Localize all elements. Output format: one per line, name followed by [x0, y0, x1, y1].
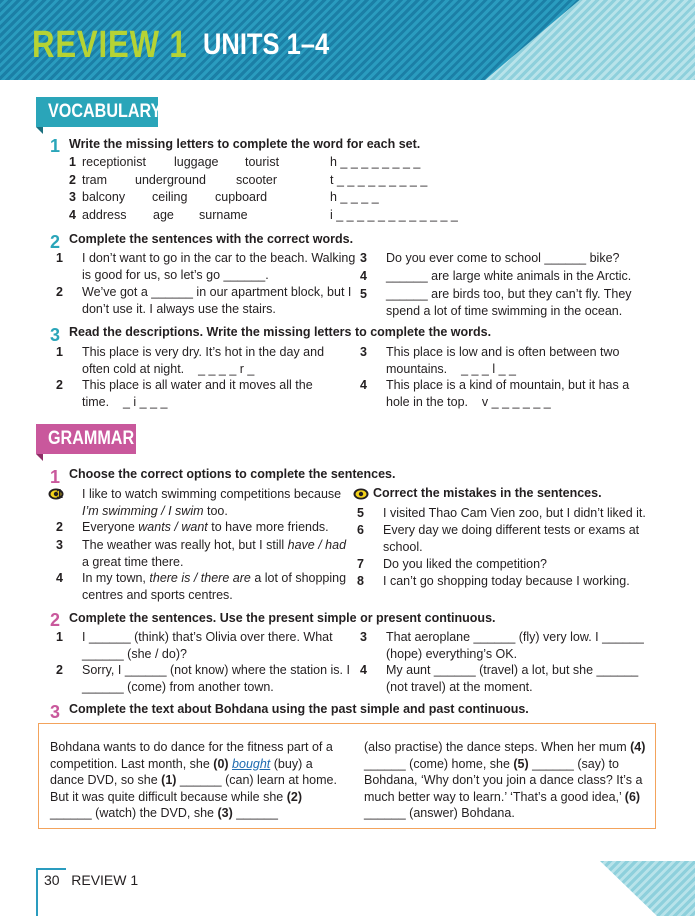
- bohdana-text-left: Bohdana wants to do dance for the fitness part of a competition. Last month, she (0) bought (buy) a dance DVD, so she (1) ______ (can) learn at home. But it was quite difficult because while she (2) ______ (watch) the DVD, she (3) ______: [50, 740, 337, 820]
- grammar-ex2-item: 4 My aunt ______ (travel) a lot, but she ______ (not travel) at the moment.: [360, 663, 639, 694]
- page-footer: [44, 872, 138, 888]
- vocab-ex3-item: 3 This place is low and is often between two mountains. _ _ _ l _ _: [360, 345, 620, 376]
- vocab-ex2-instruction: Complete the sentences with the correct words.: [69, 232, 354, 246]
- vocab-ex3-number: 3: [50, 325, 61, 345]
- bohdana-text-right: (also practise) the dance steps. When her mum (4) ______ (come) home, she (5) ______ (say) to Bohdana, ‘Why don’t you join a dance class? It’s a much better way to learn.’ ‘That’s a good idea,’ (6) ______ (answer) Bohdana.: [364, 740, 646, 820]
- vocab-ex3-instruction: Read the descriptions. Write the missing letters to complete the words.: [69, 325, 492, 339]
- eye-icon: [353, 488, 369, 500]
- vocab-ex1-number: 1: [50, 136, 61, 156]
- page-number: 30: [44, 872, 60, 888]
- grammar-ex2-item: 3 That aeroplane ______ (fly) very low. I ______ (hope) everything’s OK.: [360, 630, 644, 661]
- grammar-ex1-item: 7 Do you liked the competition?: [357, 557, 547, 571]
- units-title: UNITS 1–4: [203, 28, 330, 61]
- grammar-ex3-instruction: Complete the text about Bohdana using the past simple and past continuous.: [69, 702, 529, 716]
- footer-label: REVIEW 1: [71, 872, 139, 888]
- grammar-ex2-instruction: Complete the sentences. Use the present simple or present continuous.: [69, 611, 496, 625]
- grammar-ex3-number: 3: [50, 702, 61, 722]
- grammar-ex1-item: 8 I can’t go shopping today because I working.: [357, 574, 630, 588]
- vocabulary-label: VOCABULARY: [36, 97, 158, 127]
- grammar-ex1-item: 5 I visited Thao Cam Vien zoo, but I didn’t liked it.: [357, 506, 646, 520]
- vocab-ex2-item: 5 ______ are birds too, but they can’t fly. They spend a lot of time swimming in the ocean.: [360, 287, 632, 318]
- grammar-label: GRAMMAR: [36, 424, 136, 454]
- vocab-ex2-item: 4 ______ are large white animals in the Arctic.: [360, 269, 632, 283]
- grammar-ex2-item: 1 I ______ (think) that’s Olivia over there. What ______ (she / do)?: [56, 630, 333, 661]
- footer-line: [36, 868, 66, 870]
- corner-stripes: [600, 861, 695, 916]
- review-title: REVIEW 1: [32, 24, 188, 66]
- footer-bar: [36, 868, 38, 916]
- grammar-ex1-item: 2 Everyone wants / want to have more friends.: [56, 520, 329, 534]
- vocab-ex2-number: 2: [50, 232, 61, 252]
- vocab-ex2-item: 3 Do you ever come to school ______ bike?: [360, 251, 620, 265]
- grammar-ex1-right-instruction: Correct the mistakes in the sentences.: [373, 486, 602, 500]
- header-stripes: [485, 0, 695, 80]
- grammar-ex2-item: 2 Sorry, I ______ (not know) where the station is. I ______ (come) from another town.: [56, 663, 350, 694]
- answer-blank[interactable]: i _ _ _ _ _ _ _ _ _ _ _ _: [330, 208, 458, 222]
- answer-blank[interactable]: h _ _ _ _: [330, 190, 379, 204]
- grammar-ex1-item: 3 The weather was really hot, but I still have / had a great time there.: [56, 538, 347, 569]
- answer-blank[interactable]: t _ _ _ _ _ _ _ _ _: [330, 173, 428, 187]
- vocab-ex3-item: 1 This place is very dry. It’s hot in the day and often cold at night. _ _ _ _ r _: [56, 345, 325, 376]
- grammar-ex1-number: 1: [50, 467, 61, 487]
- answer-blank[interactable]: h _ _ _ _ _ _ _ _: [330, 155, 421, 169]
- grammar-ex1-item: 1 I like to watch swimming competitions because I’m swimming / I swim too.: [56, 487, 342, 518]
- grammar-ex2-number: 2: [50, 610, 61, 630]
- vocab-ex3-item: 2 This place is all water and it moves all the time. _ i _ _ _: [56, 378, 313, 409]
- grammar-ex1-item: 6 Every day we doing different tests or exams at school.: [357, 523, 640, 554]
- grammar-ex1-item: 4 In my town, there is / there are a lot of shopping centres and sports centres.: [56, 571, 347, 602]
- vocab-ex3-item: 4 This place is a kind of mountain, but it has a hole in the top. v _ _ _ _ _ _: [360, 378, 630, 409]
- vocab-ex1-instruction: Write the missing letters to complete the word for each set.: [69, 137, 421, 151]
- vocab-ex2-item: 2 We’ve got a ______ in our apartment block, but I don’t use it. I always use the stairs.: [56, 285, 352, 316]
- vocab-ex2-item: 1 I don’t want to go in the car to the beach. Walking is good for us, so let’s go ______.: [56, 251, 356, 282]
- grammar-ex1-instruction: Choose the correct options to complete the sentences.: [69, 467, 396, 481]
